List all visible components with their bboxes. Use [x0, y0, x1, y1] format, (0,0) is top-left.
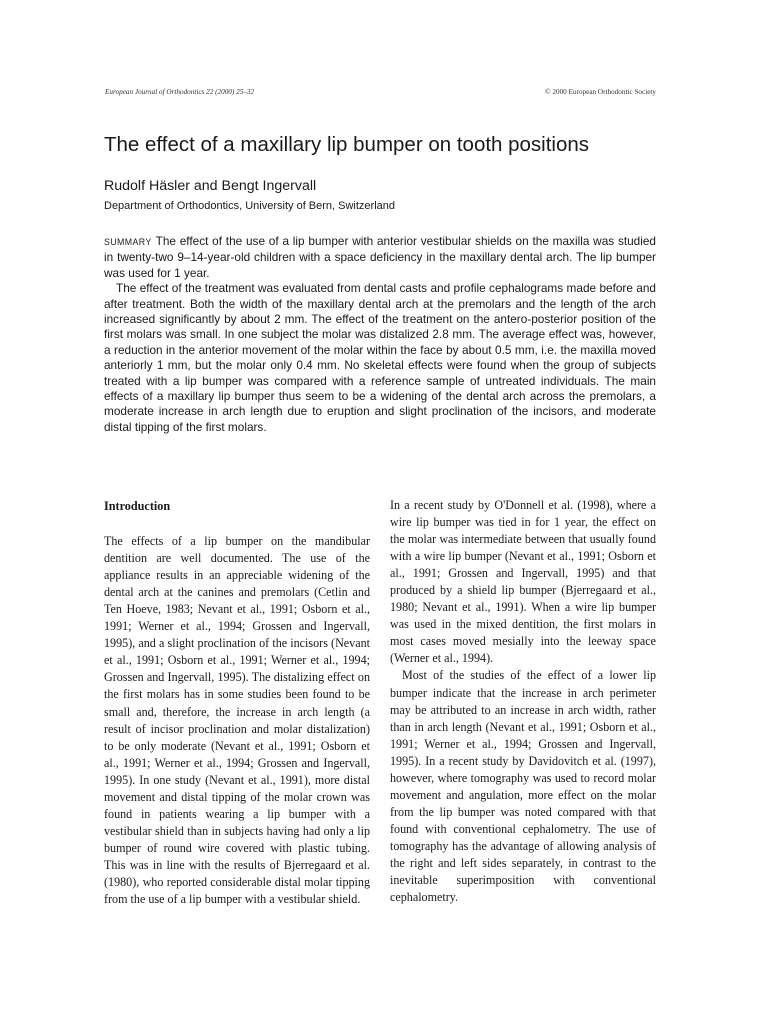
summary-text-1: The effect of the use of a lip bumper with anterior vestibular shields on the maxilla was studied in twenty-two 9–14-year-old children with a space deficiency in the maxillary dental arch. The lip bumper was used for 1 year. [104, 234, 656, 280]
intro-paragraph-1: The effects of a lip bumper on the mandibular dentition are well documented. The use of the appliance results in an appreciable widening of the dental arch at the canines and premolars (Cetlin and Ten Hoeve, 1983; Nevant et al., 1991; Osborn et al., 1991; Werner et al., 1994; Grossen and Ingervall, 1995), and a slight proclination of the incisors (Nevant et al., 1991; Osborn et al., 1991; Werner et al., 1994; Grossen and Ingervall, 1995). The distalizing effect on the first molars has in some studies been found to be small and, therefore, the increase in arch length (a result of incisor proclination and molar distalization) to be only moderate (Nevant et al., 1991; Osborn et al., 1991; Werner et al., 1994; Grossen and Ingervall, 1995). In one study (Nevant et al., 1991), more distal movement and distal tipping of the molar crown was found in patients wearing a lip bumper with a vestibular shield than in subjects having had only a lip bumper of round wire covered with plastic tubing. This was in line with the results of Bjerregaard et al. (1980), who reported considerable distal molar tipping from the use of a lip bumper with a vestibular shield. [104, 534, 370, 907]
summary-paragraph-2: The effect of the treatment was evaluated from dental casts and profile cephalograms made before and after treatment. Both the width of the maxillary dental arch at the premolars and the length of the arch increased significantly by about 2 mm. The effect of the treatment on the antero-posterior position of the first molars was small. In one subject the molar was distalized 2.8 mm. The average effect was, however, a reduction in the anterior movement of the molar within the face by about 0.5 mm, i.e. the maxilla moved anteriorly 1 mm, but the molar only 0.4 mm. No skeletal effects were found when the group of subjects treated with a lip bumper was compared with a reference sample of untreated individuals. The main effects of a maxillary lip bumper thus seem to be a widening of the dental arch across the premolars, a moderate increase in arch length due to eruption and slight proclination of the incisors, and moderate distal tipping of the first molars. [104, 281, 656, 434]
body-column-left [104, 497, 370, 908]
author-affiliation: Department of Orthodontics, University of Bern, Switzerland [104, 200, 396, 212]
body-column-right [390, 497, 656, 906]
running-head [105, 88, 656, 96]
copyright-notice: © 2000 European Orthodontic Society [545, 88, 656, 96]
article-title: The effect of a maxillary lip bumper on tooth positions [104, 133, 590, 156]
section-heading-introduction: Introduction [104, 499, 171, 513]
intro-paragraph-2: In a recent study by O'Donnell et al. (1998), where a wire lip bumper was tied in for 1 year, the effect on the molar was intermediate between that usually found with a wire lip bumper (Nevant et al., 1991; Osborn et al., 1991; Grossen and Ingervall, 1995) and that produced by a shield lip bumper (Bjerregaard et al., 1980; Nevant et al., 1991). When a wire lip bumper was used in the mixed dentition, the first molars in most cases moved mesially into the leeway space (Werner et al., 1994). [390, 498, 656, 666]
intro-paragraph-3: Most of the studies of the effect of a lower lip bumper indicate that the increase in arch perimeter may be attributed to an increase in arch width, rather than in arch length (Nevant et al., 1991; Osborn et al., 1991; Werner et al., 1994; Grossen and Ingervall, 1995). In a recent study by Davidovitch et al. (1997), however, where tomography was used to record molar movement and angulation, more effect on the molar from the lip bumper was noted compared with that found with conventional cephalometry. The use of tomography has the advantage of allowing analysis of the right and left sides separately, in contrast to the inevitable superimposition with conventional cephalometry. [390, 668, 656, 905]
summary-label: SUMMARY [104, 237, 152, 247]
journal-citation: European Journal of Orthodontics 22 (2000) 25–32 [105, 88, 255, 96]
summary-abstract [104, 234, 656, 435]
article-authors: Rudolf Häsler and Bengt Ingervall [104, 178, 317, 194]
summary-paragraph-1 [104, 234, 656, 281]
